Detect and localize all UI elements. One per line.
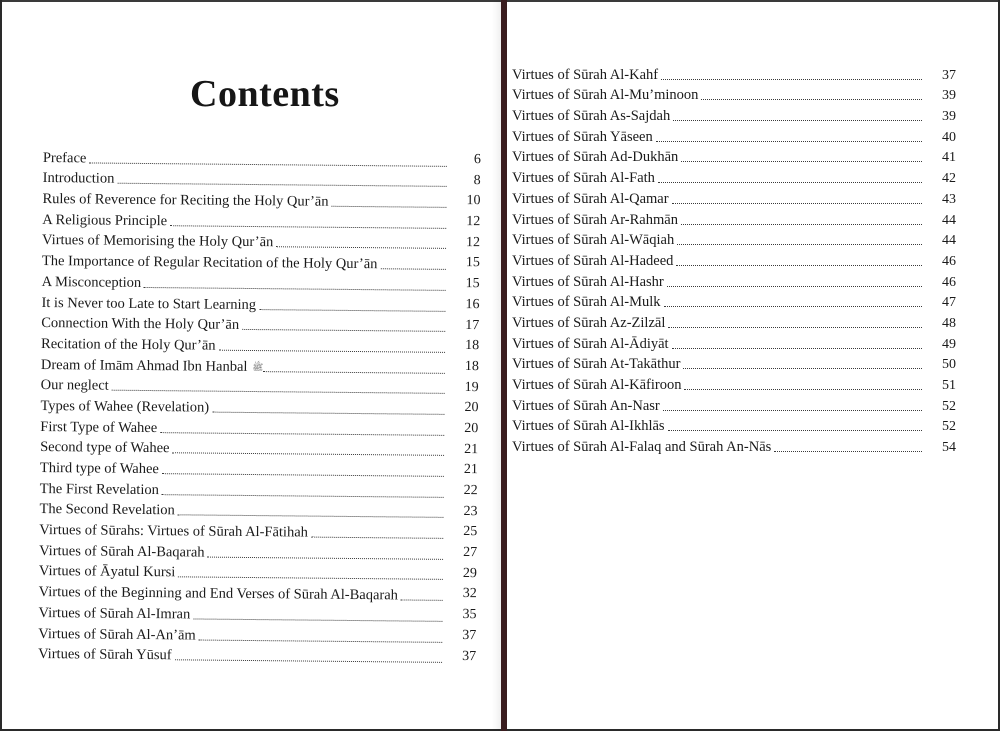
toc-entry-page: 19: [464, 379, 479, 395]
toc-entry-title: Virtues of Sūrah Al-Ādiyāt: [512, 335, 669, 352]
dot-leader: [663, 410, 922, 411]
dot-leader: [668, 327, 922, 328]
dot-leader: [162, 473, 444, 477]
toc-entry-page: 20: [464, 400, 479, 416]
toc-entry: [38, 642, 476, 667]
toc-entry-title: Virtues of Sūrah Al-Fath: [512, 170, 655, 187]
toc-entry-page: 46: [942, 274, 956, 290]
toc-entry-page: 35: [462, 607, 477, 623]
dot-leader: [401, 600, 443, 601]
gutter-shadow: [492, 0, 501, 731]
book-gutter: [501, 0, 507, 731]
dot-leader: [117, 183, 446, 187]
toc-entry-title: Virtues of Sūrah Yūsuf: [38, 646, 172, 664]
toc-entry-title: Virtues of Sūrah Yāseen: [512, 128, 653, 145]
dot-leader: [681, 161, 922, 162]
toc-entry: [39, 580, 477, 605]
dot-leader: [170, 225, 446, 229]
toc-entry-title: Virtues of Sūrah Al-An’ām: [38, 625, 196, 643]
toc-entry: [38, 622, 476, 647]
toc-entry-page: 12: [466, 234, 481, 250]
toc-entry-title: A Misconception: [41, 273, 142, 291]
dot-leader: [701, 99, 922, 100]
toc-entry-title: Virtues of Sūrah Al-Mu’minoon: [512, 87, 699, 104]
dot-leader: [212, 412, 444, 415]
dot-leader: [175, 659, 442, 663]
contents-title: Contents: [190, 73, 340, 115]
toc-entry-title: Types of Wahee (Revelation): [40, 397, 210, 416]
toc-entry-page: 32: [462, 586, 477, 602]
dot-leader: [178, 515, 444, 519]
toc-entry: [512, 353, 956, 374]
toc-entry-page: 27: [463, 545, 478, 561]
toc-entry-page: 37: [942, 67, 956, 83]
toc-entry-title: Virtues of Sūrah At-Takāthur: [512, 356, 681, 373]
toc-entry: [512, 373, 956, 394]
toc-entry-title: Second type of Wahee: [40, 439, 170, 457]
toc-entry-title: Dream of Imām Ahmad Ibn Hanbal: [40, 356, 248, 375]
toc-entry-page: 52: [942, 419, 956, 435]
toc-entry: [512, 104, 956, 125]
toc-entry-title: Introduction: [42, 170, 115, 188]
toc-entry-title: Virtues of Sūrah An-Nasr: [512, 397, 660, 414]
toc-entry-page: 46: [942, 253, 956, 269]
toc-entry-page: 22: [463, 483, 478, 499]
toc-entry-page: 54: [942, 440, 956, 456]
toc-entry-title: Virtues of Sūrah Al-Wāqiah: [512, 232, 675, 249]
dot-leader: [673, 120, 922, 121]
toc-entry: [42, 187, 480, 212]
toc-entry-page: 43: [942, 191, 956, 207]
dot-leader: [259, 309, 445, 312]
dot-leader: [664, 306, 922, 307]
dot-leader: [162, 494, 444, 498]
toc-entry: [41, 374, 479, 399]
toc-entry-page: 25: [463, 524, 478, 540]
toc-entry-title: Rules of Reverence for Reciting the Holy Qur’ān: [42, 191, 329, 210]
toc-entry: [40, 456, 478, 481]
toc-entry: [512, 394, 956, 415]
toc-entry-title: Virtues of Sūrah Al-Falaq and Sūrah An-Nās: [512, 439, 772, 456]
toc-entry: [39, 539, 477, 564]
dot-leader: [144, 287, 446, 291]
toc-entry-title: Virtues of the Beginning and End Verses of Sūrah Al-Baqarah: [38, 584, 399, 604]
toc-entry-title: Recitation of the Holy Qur’ān: [41, 335, 216, 354]
toc-entry-title: It is Never too Late to Start Learning: [41, 294, 257, 313]
toc-entry-page: 15: [465, 276, 480, 292]
toc-entry-title: Virtues of Sūrahs: Virtues of Sūrah Al-Fātihah: [39, 522, 309, 541]
toc-entry-title: Virtues of Āyatul Kursi: [38, 563, 176, 581]
toc-entry-title: Virtues of Sūrah Ar-Rahmān: [512, 211, 678, 228]
toc-entry-page: 44: [942, 233, 956, 249]
toc-entry: [40, 415, 478, 440]
toc-entry-page: 23: [463, 503, 478, 519]
toc-entry-page: 41: [942, 150, 956, 166]
dot-leader: [667, 286, 922, 287]
toc-entry-page: 18: [464, 358, 479, 375]
toc-entry: [41, 311, 479, 336]
toc-entry-page: 42: [942, 171, 956, 187]
dot-leader: [684, 389, 922, 390]
toc-entry: [43, 167, 481, 192]
dot-leader: [672, 348, 922, 349]
dot-leader: [276, 247, 446, 250]
toc-entry-page: 51: [942, 378, 956, 393]
dot-leader: [677, 244, 922, 245]
dot-leader: [668, 430, 922, 431]
toc-entry: [512, 270, 956, 291]
dot-leader: [656, 141, 922, 142]
dot-leader: [219, 350, 445, 353]
toc-entry: [42, 208, 480, 233]
toc-entry: [512, 332, 956, 353]
toc-entry: [41, 332, 479, 357]
toc-entry-page: 8: [473, 172, 481, 188]
toc-entry-title: A Religious Principle: [42, 211, 168, 229]
toc-entry-title: Virtues of Sūrah Al-Kahf: [512, 66, 659, 83]
toc-entry: [512, 63, 956, 84]
toc-entry-title: First Type of Wahee: [40, 418, 158, 436]
dot-leader: [193, 618, 442, 621]
toc-entry-page: 21: [464, 441, 479, 457]
toc-entry-page: 37: [462, 648, 477, 664]
dot-leader: [658, 182, 922, 183]
toc-entry-page: 6: [473, 152, 481, 168]
toc-entry-title: Virtues of Sūrah Al-Hadeed: [512, 252, 674, 269]
toc-entry: [512, 415, 956, 436]
toc-entry-page: 39: [942, 88, 956, 104]
toc-entry-title: The Importance of Regular Recitation of the Holy Qur’ān: [41, 253, 378, 273]
dot-leader: [242, 329, 445, 332]
honorific-symbol-icon: ﷺ: [252, 361, 264, 372]
toc-right-column: [512, 63, 956, 456]
toc-entry-page: 44: [942, 212, 956, 228]
dot-leader: [331, 206, 446, 208]
toc-entry: [42, 249, 480, 274]
dot-leader: [160, 432, 444, 436]
dot-leader: [676, 265, 922, 266]
toc-entry-page: 50: [942, 357, 956, 373]
toc-entry-page: 47: [942, 295, 956, 311]
toc-entry-page: 16: [465, 296, 480, 313]
toc-entry: [512, 229, 956, 250]
dot-leader: [89, 162, 447, 166]
toc-entry-page: 48: [942, 315, 956, 331]
toc-left-column: [38, 146, 481, 667]
toc-entry: [512, 435, 956, 456]
toc-entry-page: 29: [462, 565, 477, 581]
toc-entry-page: 40: [942, 129, 956, 145]
toc-entry: [512, 291, 956, 312]
toc-entry-title: Our neglect: [40, 377, 109, 394]
toc-entry-title: Virtues of Sūrah Al-Hashr: [512, 273, 664, 290]
toc-entry-title: Virtues of Sūrah Az-Zilzāl: [512, 314, 666, 331]
toc-entry: [512, 249, 956, 270]
dot-leader: [681, 224, 922, 225]
toc-entry-title: Preface: [42, 149, 87, 167]
toc-entry-title: The First Revelation: [39, 480, 159, 498]
toc-entry-page: 12: [466, 214, 481, 230]
toc-entry-title: Third type of Wahee: [39, 459, 159, 478]
toc-entry-page: 20: [464, 420, 479, 437]
toc-entry-title: Virtues of Memorising the Holy Qur’ān: [42, 232, 274, 251]
toc-entry-title: Virtues of Sūrah Al-Qamar: [512, 190, 669, 207]
dot-leader: [112, 390, 445, 394]
toc-entry-page: 15: [465, 255, 480, 271]
toc-entry: [512, 208, 956, 229]
dot-leader: [774, 451, 922, 452]
dot-leader: [178, 577, 443, 581]
left-edge: [0, 0, 2, 731]
dot-leader: [199, 639, 443, 642]
dot-leader: [683, 368, 922, 369]
toc-entry: [512, 146, 956, 167]
toc-entry-title: Virtues of Sūrah Al-Kāfiroon: [512, 377, 682, 393]
toc-entry-page: 21: [463, 462, 478, 478]
toc-entry: [42, 270, 480, 295]
toc-entry: [512, 187, 956, 208]
toc-entry: [41, 353, 479, 378]
toc-entry-title: Virtues of Sūrah Al-Baqarah: [39, 542, 205, 561]
toc-entry-title: Virtues of Sūrah Ad-Dukhān: [512, 149, 679, 166]
toc-entry-page: 39: [942, 109, 956, 125]
dot-leader: [672, 203, 922, 204]
toc-entry: [512, 84, 956, 105]
toc-entry: [40, 394, 478, 419]
toc-entry: [512, 166, 956, 187]
dot-leader: [311, 537, 443, 539]
toc-entry: [42, 229, 480, 254]
toc-entry-page: 10: [466, 193, 481, 209]
toc-entry-title: Virtues of Sūrah As-Sajdah: [512, 108, 671, 125]
dot-leader: [380, 268, 445, 270]
dot-leader: [207, 556, 443, 559]
toc-entry-page: 52: [942, 398, 956, 414]
toc-entry-title: Connection With the Holy Qur’ān: [41, 315, 240, 334]
toc-entry: [41, 291, 479, 316]
toc-entry: [39, 518, 477, 543]
toc-entry-title: Virtues of Sūrah Al-Imran: [38, 604, 191, 623]
toc-entry: [40, 436, 478, 461]
dot-leader: [172, 453, 444, 457]
dot-leader: [661, 79, 922, 80]
toc-entry-page: 18: [465, 338, 480, 354]
toc-entry: [38, 601, 476, 626]
toc-entry: [40, 477, 478, 502]
toc-entry-page: 37: [462, 627, 477, 643]
toc-entry: [512, 311, 956, 332]
toc-entry-page: 49: [942, 336, 956, 352]
toc-entry: [512, 125, 956, 146]
toc-entry-title: The Second Revelation: [39, 501, 175, 519]
toc-entry-title: Virtues of Sūrah Al-Ikhlās: [512, 418, 665, 435]
dot-leader: [263, 371, 445, 374]
toc-entry: [39, 498, 477, 523]
toc-entry-title: Virtues of Sūrah Al-Mulk: [512, 294, 661, 311]
toc-entry: [39, 560, 477, 585]
toc-entry-page: 17: [465, 317, 480, 333]
